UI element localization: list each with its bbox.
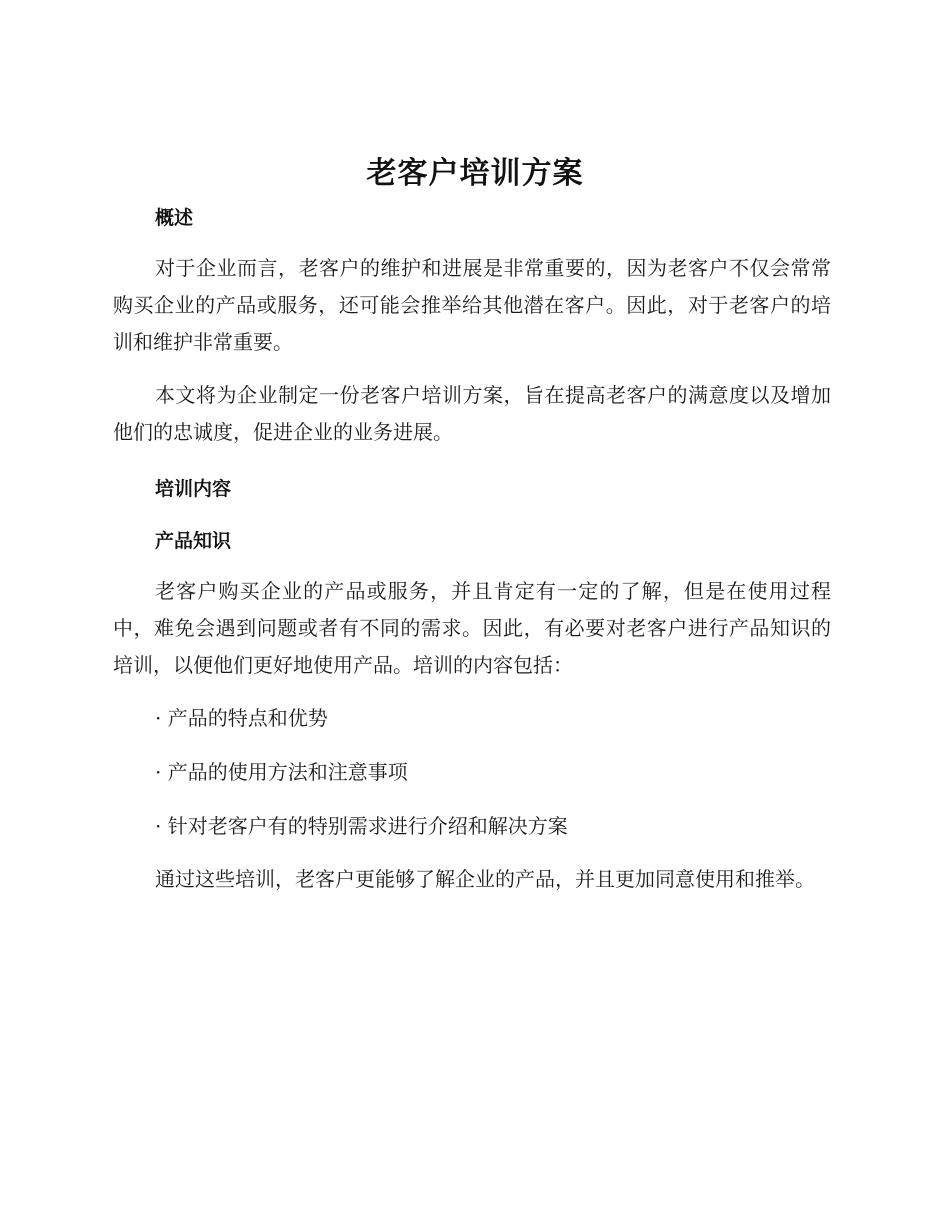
bullet-item: · 产品的特点和优势 bbox=[155, 706, 328, 730]
overview-paragraph-2: 本文将为企业制定一份老客户培训方案，旨在提高老客户的满意度以及增加他们的忠诚度，促进企业的业务进展。 bbox=[113, 383, 831, 444]
document-body bbox=[113, 150, 831, 898]
overview-paragraph-1: 对于企业而言，老客户的维护和进展是非常重要的，因为老客户不仅会常常购买企业的产品或服务，还可能会推举给其他潜在客户。因此，对于老客户的培训和维护非常重要。 bbox=[113, 256, 831, 354]
bullet-item: · 产品的使用方法和注意事项 bbox=[155, 760, 408, 784]
product-knowledge-closing: 通过这些培训，老客户更能够了解企业的产品，并且更加同意使用和推举。 bbox=[155, 867, 815, 891]
subsection-heading-product-knowledge: 产品知识 bbox=[155, 530, 232, 552]
product-knowledge-intro: 老客户购买企业的产品或服务，并且肯定有一定的了解，但是在使用过程中，难免会遇到问题或者有不同的需求。因此，有必要对老客户进行产品知识的培训，以便他们更好地使用产品。培训的内容包括： bbox=[113, 579, 831, 677]
bullet-item: · 针对老客户有的特别需求进行介绍和解决方案 bbox=[155, 814, 568, 838]
section-heading-training: 培训内容 bbox=[155, 478, 232, 500]
section-heading-overview: 概述 bbox=[155, 207, 194, 229]
document-title: 老客户培训方案 bbox=[366, 156, 584, 191]
